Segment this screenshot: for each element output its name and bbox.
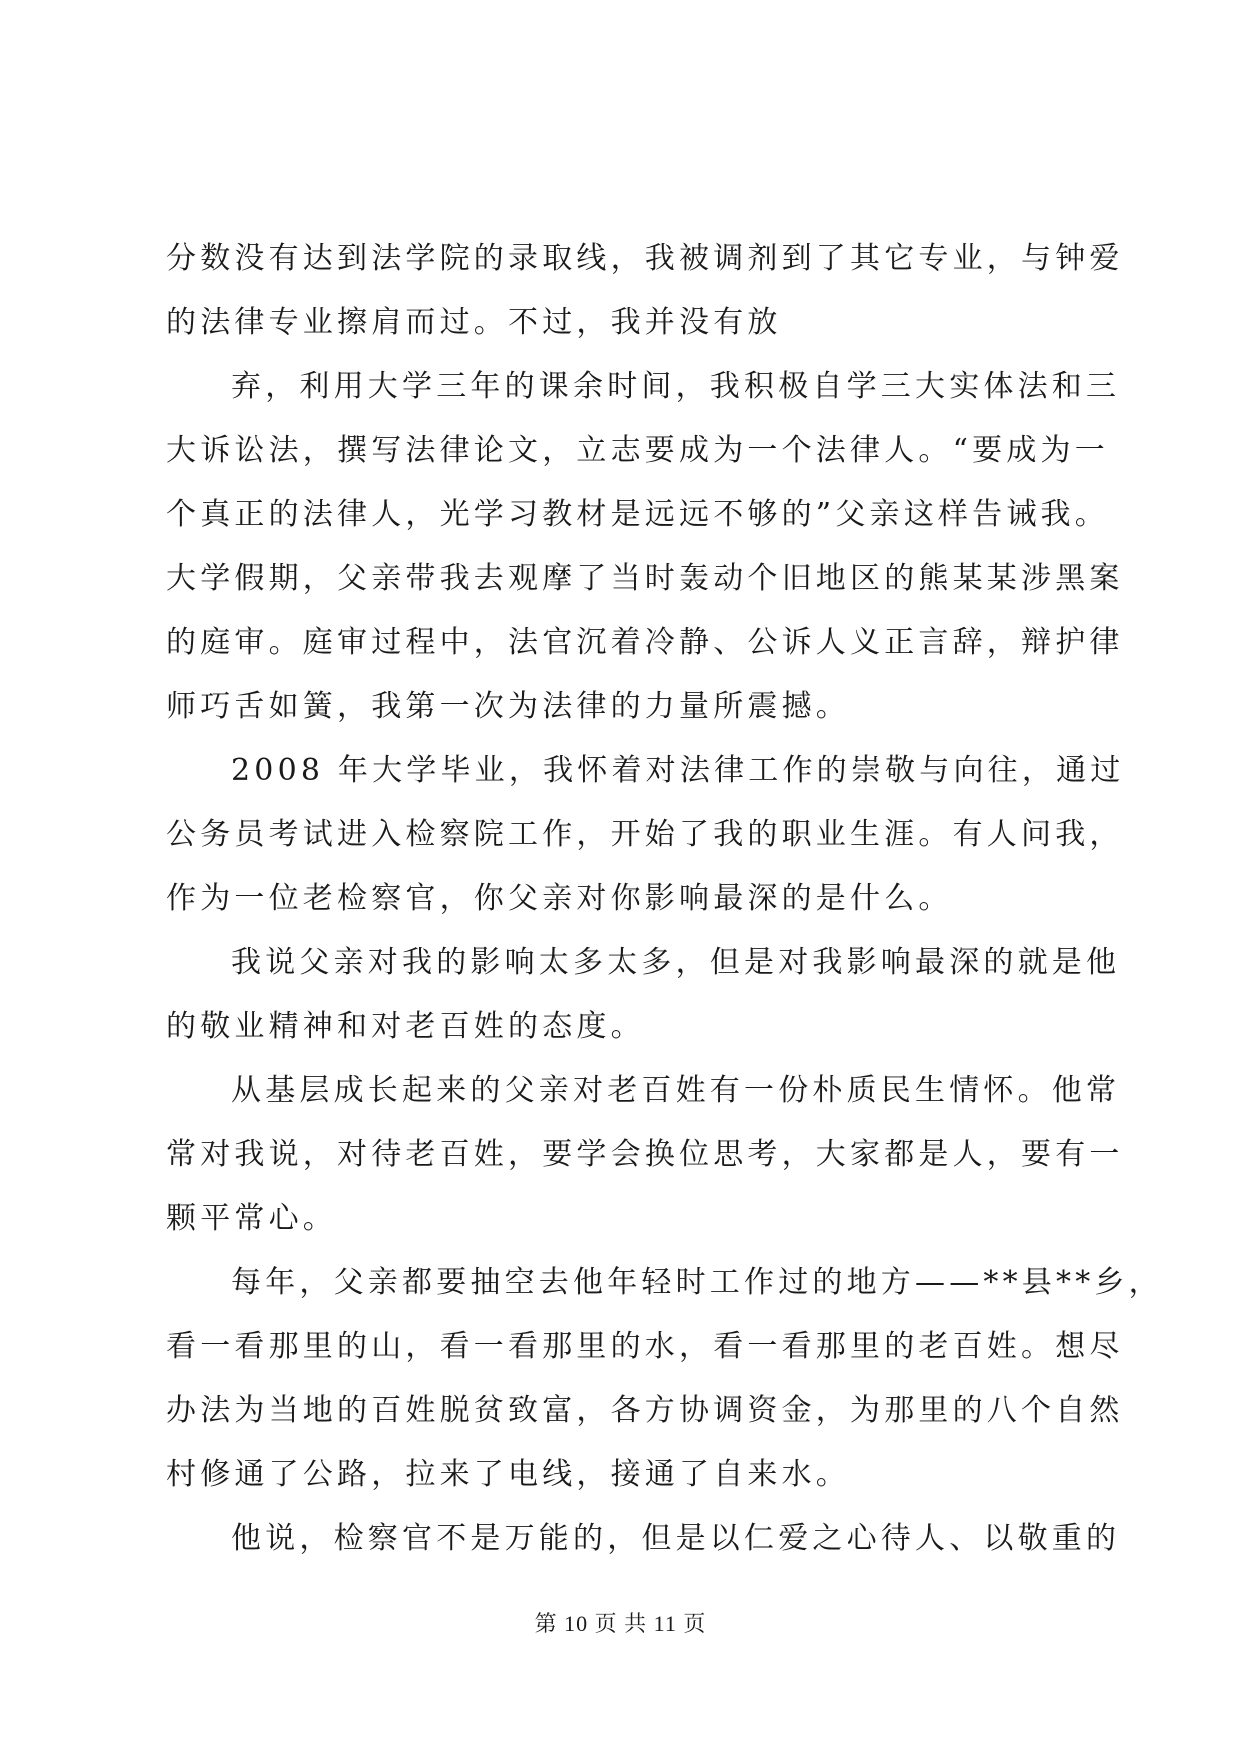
text-line: 他说，检察官不是万能的，但是以仁爱之心待人、以敬重的 <box>231 1521 1121 1556</box>
text-line: 颗平常心。 <box>166 1201 337 1236</box>
text-line: 办法为当地的百姓脱贫致富，各方协调资金，为那里的八个自然 <box>166 1393 1124 1428</box>
text-line: 作为一位老检察官，你父亲对你影响最深的是什么。 <box>166 881 953 916</box>
text-line: 大学假期，父亲带我去观摩了当时轰动个旧地区的熊某某涉黑案 <box>166 561 1124 596</box>
text-line: 我说父亲对我的影响太多太多，但是对我影响最深的就是他 <box>231 945 1121 980</box>
text-line: 师巧舌如簧，我第一次为法律的力量所震撼。 <box>166 689 850 724</box>
text-line: 大诉讼法，撰写法律论文，立志要成为一个法律人。“要成为一 <box>166 433 1109 468</box>
text-line: 分数没有达到法学院的录取线，我被调剂到了其它专业，与钟爱 <box>166 241 1124 276</box>
text-line: 2008 年大学毕业，我怀着对法律工作的崇敬与向往，通过 <box>231 753 1125 788</box>
text-line: 村修通了公路，拉来了电线，接通了自来水。 <box>166 1457 850 1492</box>
text-line: 从基层成长起来的父亲对老百姓有一份朴质民生情怀。他常 <box>231 1073 1121 1108</box>
text-line: 的敬业精神和对老百姓的态度。 <box>166 1009 645 1044</box>
text-line: 的庭审。庭审过程中，法官沉着冷静、公诉人义正言辞，辩护律 <box>166 625 1124 660</box>
body-text <box>166 227 1163 1571</box>
text-line: 弃，利用大学三年的课余时间，我积极自学三大实体法和三 <box>231 369 1121 404</box>
text-line: 每年，父亲都要抽空去他年轻时工作过的地方——**县**乡， <box>231 1265 1163 1300</box>
text-line: 看一看那里的山，看一看那里的水，看一看那里的老百姓。想尽 <box>166 1329 1124 1364</box>
text-line: 个真正的法律人，光学习教材是远远不够的”父亲这样告诫我。 <box>166 497 1109 532</box>
text-line: 公务员考试进入检察院工作，开始了我的职业生涯。有人问我， <box>166 817 1124 852</box>
text-line: 常对我说，对待老百姓，要学会换位思考，大家都是人，要有一 <box>166 1137 1124 1172</box>
text-line: 的法律专业擦肩而过。不过，我并没有放 <box>166 305 782 340</box>
page-number-footer: 第 10 页 共 11 页 <box>534 1611 707 1636</box>
